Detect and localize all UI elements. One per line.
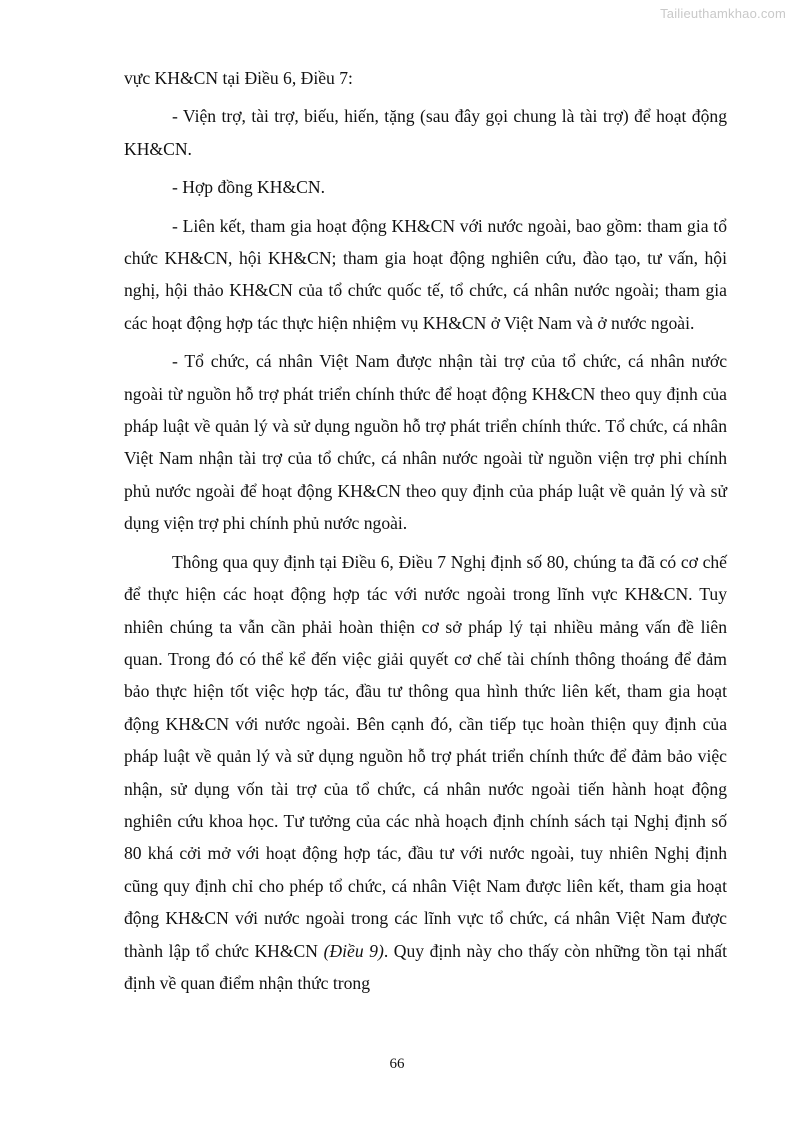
list-item-funding: - Viện trợ, tài trợ, biếu, hiến, tặng (sau đây gọi chung là tài trợ) để hoạt động KH&CN. <box>124 106 727 159</box>
list-item-oda-funding: - Tổ chức, cá nhân Việt Nam được nhận tài trợ của tổ chức, cá nhân nước ngoài từ nguồn hỗ trợ phát triển chính thức để hoạt động KH&CN theo quy định của pháp luật về quản lý và sử dụng nguồn hỗ trợ phát triển chính thức. Tổ chức, cá nhân Việt Nam nhận tài trợ của tổ chức, cá nhân nước ngoài từ nguồn viện trợ phi chính phủ nước ngoài để hoạt động KH&CN theo quy định của pháp luật về quản lý và sử dụng viện trợ phi chính phủ nước ngoài. <box>124 351 727 534</box>
page-number: 66 <box>389 1056 405 1072</box>
article-reference: (Điều 9) <box>323 940 384 961</box>
document-body <box>124 62 727 999</box>
paragraph-analysis-tail: . Quy định này cho thấy còn những tồn tại nhất định về quan điểm nhận thức trong <box>124 940 727 993</box>
paragraph-continuation: vực KH&CN tại Điều 6, Điều 7: <box>124 68 353 88</box>
paragraph-analysis <box>124 546 727 1000</box>
paragraph-analysis-main: Thông qua quy định tại Điều 6, Điều 7 Nghị định số 80, chúng ta đã có cơ chế để thực hiện các hoạt động hợp tác với nước ngoài trong lĩnh vực KH&CN. Tuy nhiên chúng ta vẫn cần phải hoàn thiện cơ sở pháp lý tại nhiều mảng vấn đề liên quan. Trong đó có thể kể đến việc giải quyết cơ chế tài chính thông thoáng để đảm bảo thực hiện tốt việc hợp tác, đầu tư thông qua hình thức liên kết, tham gia hoạt động KH&CN với nước ngoài. Bên cạnh đó, cần tiếp tục hoàn thiện quy định của pháp luật về quản lý và sử dụng nguồn hỗ trợ phát triển chính thức để đảm bảo việc nhận, sử dụng vốn tài trợ của tổ chức, cá nhân nước ngoài tiến hành hoạt động nghiên cứu khoa học. Tư tưởng của các nhà hoạch định chính sách tại Nghị định số 80 khá cởi mở với hoạt động hợp tác, đầu tư với nước ngoài, tuy nhiên Nghị định cũng quy định chỉ cho phép tổ chức, cá nhân Việt Nam được liên kết, tham gia hoạt động KH&CN với nước ngoài trong các lĩnh vực tổ chức, cá nhân Việt Nam được thành lập tổ chức KH&CN <box>124 551 727 961</box>
list-item-cooperation: - Liên kết, tham gia hoạt động KH&CN với nước ngoài, bao gồm: tham gia tổ chức KH&CN, hội KH&CN; tham gia hoạt động nghiên cứu, đào tạo, tư vấn, hội nghị, hội thảo KH&CN của tổ chức quốc tế, tổ chức, cá nhân nước ngoài; tham gia các hoạt động hợp tác thực hiện nhiệm vụ KH&CN ở Việt Nam và ở nước ngoài. <box>124 215 727 333</box>
watermark-text: Tailieuthamkhao.com <box>660 6 786 21</box>
list-item-contract: - Hợp đồng KH&CN. <box>172 177 325 198</box>
